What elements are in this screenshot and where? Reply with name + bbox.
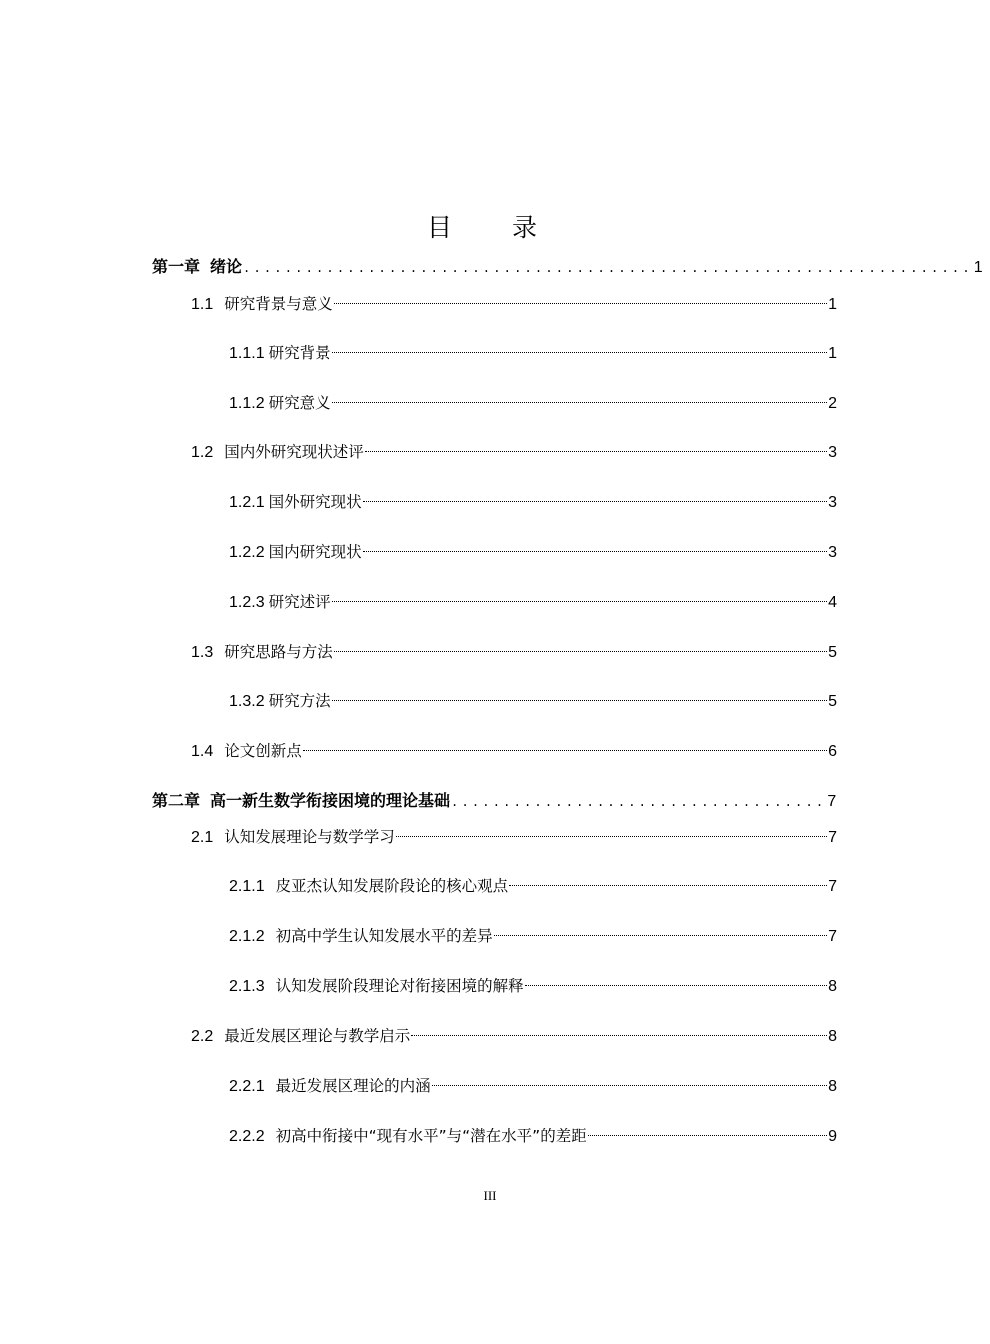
toc-entry-label: 初高中学生认知发展水平的差异 bbox=[275, 927, 493, 945]
dot-leader bbox=[332, 601, 827, 602]
toc-entry-2-1-3[interactable] bbox=[229, 974, 837, 998]
toc-entry-page: 4 bbox=[828, 594, 837, 611]
toc-entry-number: 1.1.2 bbox=[229, 395, 265, 412]
toc-entry-label: 国内研究现状 bbox=[268, 543, 362, 561]
toc-entry-number: 2.1.3 bbox=[229, 978, 265, 995]
toc-entry-number: 1.2.1 bbox=[229, 494, 265, 511]
toc-entry-label: 研究述评 bbox=[268, 593, 331, 611]
dot-leader bbox=[411, 1035, 827, 1036]
toc-entry-number: 1.1 bbox=[191, 296, 214, 313]
dot-leader bbox=[332, 700, 827, 701]
dot-leader bbox=[365, 451, 827, 452]
dot-leader bbox=[509, 885, 827, 886]
toc-entry-page: 1 bbox=[828, 296, 837, 313]
page-number-footer: III bbox=[483, 1188, 497, 1203]
toc-entry-number: 2.2.2 bbox=[229, 1128, 265, 1145]
toc-entry-number: 1.3 bbox=[191, 644, 214, 661]
toc-entry-number: 1.2.3 bbox=[229, 594, 265, 611]
toc-entry-1-2-3[interactable] bbox=[229, 590, 837, 614]
toc-entry-label: 论文创新点 bbox=[224, 742, 302, 760]
toc-entry-2-1[interactable] bbox=[191, 825, 837, 849]
dot-leader bbox=[303, 750, 827, 751]
toc-entry-page: 7 bbox=[828, 878, 837, 895]
toc-entry-number: 1.2 bbox=[191, 444, 214, 461]
dot-leader bbox=[432, 1085, 827, 1086]
toc-entry-number: 2.1.2 bbox=[229, 928, 265, 945]
toc-entry-label: 研究意义 bbox=[268, 394, 331, 412]
dot-leader bbox=[332, 402, 827, 403]
toc-entry-label: 研究方法 bbox=[268, 692, 331, 710]
toc-entry-1-3[interactable] bbox=[191, 640, 837, 664]
toc-entry-2-2-1[interactable] bbox=[229, 1074, 837, 1098]
toc-entry-number: 第二章 bbox=[152, 791, 201, 810]
dot-leader bbox=[332, 352, 827, 353]
toc-entry-page: 1 bbox=[973, 259, 983, 276]
toc-entry-1-4[interactable] bbox=[191, 739, 837, 763]
toc-entry-page: 9 bbox=[828, 1128, 837, 1145]
toc-entry-label: 高一新生数学衔接困境的理论基础 bbox=[210, 791, 451, 810]
toc-entry-page: 3 bbox=[828, 494, 837, 511]
toc-entry-label: 皮亚杰认知发展阶段论的核心观点 bbox=[275, 877, 509, 895]
toc-entry-page: 3 bbox=[828, 444, 837, 461]
toc-entry-1-1-2[interactable] bbox=[229, 391, 837, 415]
toc-entry-page: 5 bbox=[828, 693, 837, 710]
toc-entry-1-3-2[interactable] bbox=[229, 689, 837, 713]
toc-entry-page: 6 bbox=[828, 743, 837, 760]
toc-entry-2-1-1[interactable] bbox=[229, 874, 837, 898]
toc-entry-page: 8 bbox=[828, 1078, 837, 1095]
toc-entry-number: 1.3.2 bbox=[229, 693, 265, 710]
toc-entry-label: 国外研究现状 bbox=[268, 493, 362, 511]
toc-entry-2-2[interactable] bbox=[191, 1024, 837, 1048]
toc-entry-1-1[interactable] bbox=[191, 292, 837, 316]
dot-leader bbox=[588, 1135, 827, 1136]
toc-entry-label: 最近发展区理论的内涵 bbox=[275, 1077, 431, 1095]
dot-leader bbox=[494, 935, 827, 936]
toc-entry-number: 1.2.2 bbox=[229, 544, 265, 561]
toc-entry-label: 研究背景与意义 bbox=[224, 295, 333, 313]
toc-entry-1-2-1[interactable] bbox=[229, 490, 837, 514]
dot-leader bbox=[334, 303, 827, 304]
dot-leader: .................................... bbox=[451, 795, 827, 809]
toc-entry-2-1-2[interactable] bbox=[229, 924, 837, 948]
dot-leader: ...................................................................... bbox=[243, 261, 973, 275]
toc-entry-page: 8 bbox=[828, 1028, 837, 1045]
toc-entry-1-2[interactable] bbox=[191, 440, 837, 464]
toc-entry-label: 国内外研究现状述评 bbox=[224, 443, 364, 461]
toc-entry-page: 5 bbox=[828, 644, 837, 661]
toc-entry-page: 8 bbox=[828, 978, 837, 995]
toc-entry-1-2-2[interactable] bbox=[229, 540, 837, 564]
toc-title: 目 录 bbox=[427, 213, 563, 242]
toc-entry-page: 1 bbox=[828, 345, 837, 362]
toc-entry-label: 认知发展理论与数学学习 bbox=[224, 828, 395, 846]
toc-entry-2-2-2[interactable] bbox=[229, 1124, 837, 1148]
toc-entry-label: 研究背景 bbox=[268, 344, 331, 362]
toc-entry-number: 1.1.1 bbox=[229, 345, 265, 362]
dot-leader bbox=[363, 501, 827, 502]
dot-leader bbox=[363, 551, 827, 552]
dot-leader bbox=[525, 985, 827, 986]
toc-entry-label: 初高中衔接中“现有水平”与“潜在水平”的差距 bbox=[275, 1127, 587, 1145]
toc-entry-number: 2.1.1 bbox=[229, 878, 265, 895]
toc-entry-chapter-1[interactable] bbox=[152, 255, 983, 279]
toc-entry-label: 绪论 bbox=[210, 257, 243, 276]
toc-entry-page: 7 bbox=[828, 928, 837, 945]
toc-entry-label: 认知发展阶段理论对衔接困境的解释 bbox=[275, 977, 524, 995]
toc-entry-page: 3 bbox=[828, 544, 837, 561]
toc-entry-page: 7 bbox=[828, 829, 837, 846]
toc-entry-number: 1.4 bbox=[191, 743, 214, 760]
toc-entry-number: 2.2.1 bbox=[229, 1078, 265, 1095]
toc-entry-1-1-1[interactable] bbox=[229, 341, 837, 365]
toc-entry-page: 7 bbox=[827, 793, 837, 810]
dot-leader bbox=[396, 836, 827, 837]
toc-entry-page: 2 bbox=[828, 395, 837, 412]
toc-entry-number: 第一章 bbox=[152, 257, 201, 276]
dot-leader bbox=[334, 651, 827, 652]
toc-entry-number: 2.1 bbox=[191, 829, 214, 846]
toc-entry-label: 最近发展区理论与教学启示 bbox=[224, 1027, 411, 1045]
toc-entry-number: 2.2 bbox=[191, 1028, 214, 1045]
toc-entry-label: 研究思路与方法 bbox=[224, 643, 333, 661]
toc-entry-chapter-2[interactable] bbox=[152, 789, 837, 813]
